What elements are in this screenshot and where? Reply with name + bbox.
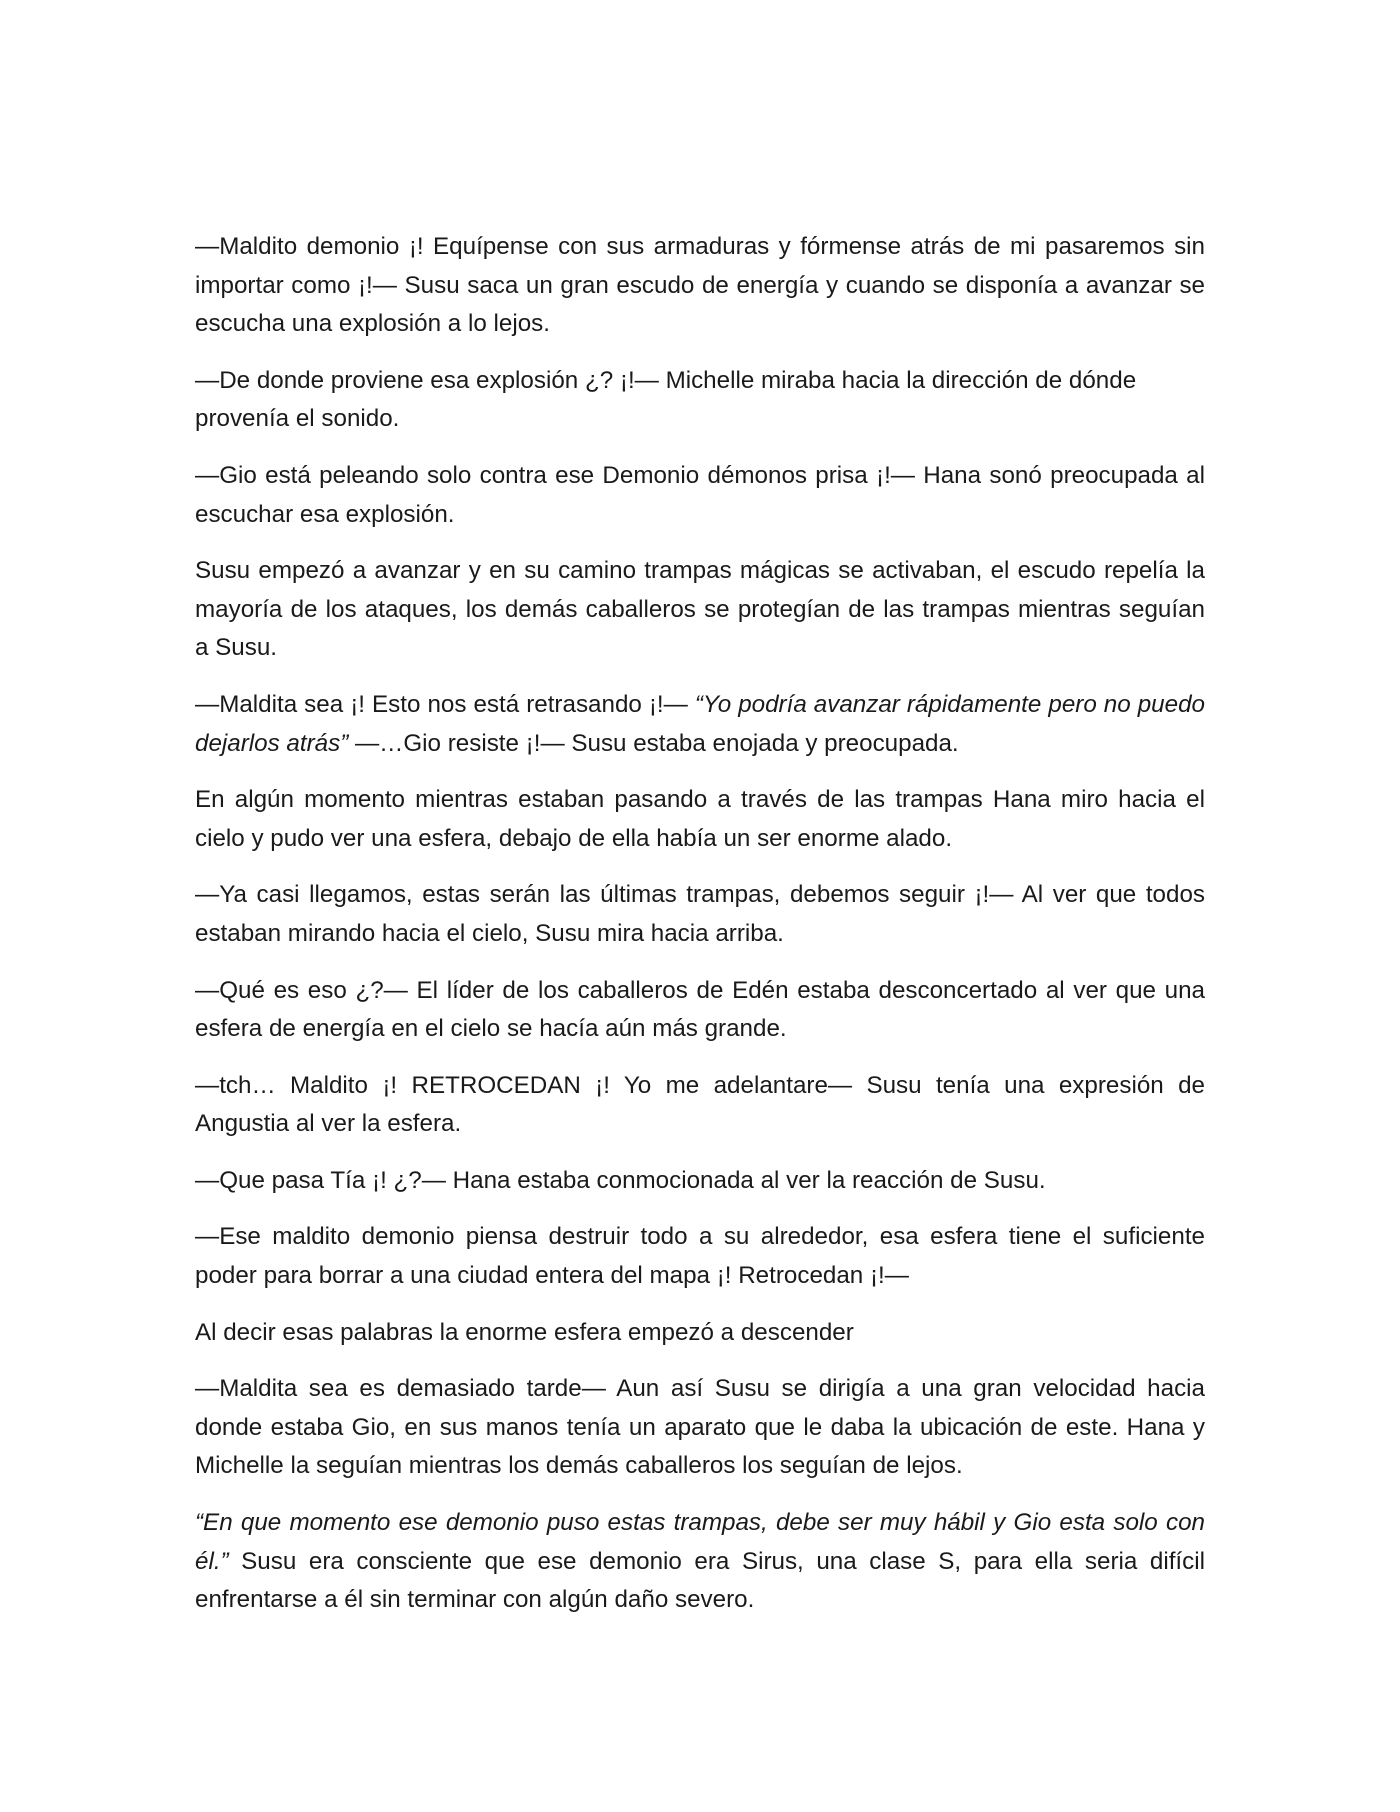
paragraph-5 [195, 686, 1205, 763]
paragraph-text: —Ya casi llegamos, estas serán las últimas trampas, debemos seguir ¡!— Al ver que todos estaban mirando hacia el cielo, Susu mira hacia arriba. [195, 881, 1205, 947]
paragraph-1 [195, 228, 1205, 344]
paragraph-12 [195, 1314, 1205, 1353]
paragraph-14 [195, 1504, 1205, 1620]
paragraph-text: —De donde proviene esa explosión ¿? ¡!— Michelle miraba hacia la dirección de dónde provenía el sonido. [195, 366, 1137, 433]
paragraph-text: —…Gio resiste ¡!— Susu estaba enojada y preocupada. [348, 729, 959, 757]
paragraph-7 [195, 876, 1205, 953]
paragraph-2 [195, 362, 1205, 439]
paragraph-10 [195, 1162, 1205, 1201]
paragraph-8 [195, 972, 1205, 1049]
paragraph-13 [195, 1370, 1205, 1486]
paragraph-text: —Maldito demonio ¡! Equípense con sus armaduras y fórmense atrás de mi pasaremos sin importar como ¡!— Susu saca un gran escudo de energía y cuando se disponía a avanzar se escucha una explosión a lo lejos. [195, 233, 1205, 338]
paragraph-4 [195, 552, 1205, 668]
paragraph-text: Susu era consciente que ese demonio era Sirus, una clase S, para ella seria difícil enfrentarse a él sin terminar con algún daño severo. [195, 1547, 1205, 1614]
paragraph-text: —Ese maldito demonio piensa destruir todo a su alrededor, esa esfera tiene el suficiente poder para borrar a una ciudad entera del mapa ¡! Retrocedan ¡!— [195, 1223, 1205, 1290]
paragraph-6 [195, 781, 1205, 858]
paragraph-9 [195, 1067, 1205, 1144]
italic-thought: “Yo podría avanzar rápidamente pero no puedo dejarlos atrás” [195, 690, 1205, 757]
paragraph-3 [195, 457, 1205, 534]
paragraph-text: —Maldita sea ¡! Esto nos está retrasando ¡!— [195, 690, 695, 718]
paragraph-text: —Qué es eso ¿?— El líder de los caballeros de Edén estaba desconcertado al ver que una esfera de energía en el cielo se hacía aún más grande. [195, 976, 1205, 1043]
paragraph-text: —Gio está peleando solo contra ese Demonio démonos prisa ¡!— Hana sonó preocupada al escuchar esa explosión. [195, 461, 1205, 528]
paragraph-text: —tch… Maldito ¡! RETROCEDAN ¡! Yo me adelantare— Susu tenía una expresión de Angustia al ver la esfera. [195, 1071, 1205, 1138]
paragraph-text: —Maldita sea es demasiado tarde— Aun así Susu se dirigía a una gran velocidad hacia donde estaba Gio, en sus manos tenía un aparato que le daba la ubicación de este. Hana y Michelle la seguían mientras los demás caballeros los seguían de lejos. [195, 1375, 1205, 1480]
paragraph-text: Susu empezó a avanzar y en su camino trampas mágicas se activaban, el escudo repelía la mayoría de los ataques, los demás caballeros se protegían de las trampas mientras seguían a Susu. [195, 557, 1205, 662]
paragraph-11 [195, 1218, 1205, 1295]
document-page [195, 228, 1205, 1638]
italic-thought: “En que momento ese demonio puso estas trampas, debe ser muy hábil y Gio esta solo con él.” [195, 1509, 1205, 1575]
paragraph-text: En algún momento mientras estaban pasando a través de las trampas Hana miro hacia el cielo y pudo ver una esfera, debajo de ella había un ser enorme alado. [195, 786, 1205, 852]
paragraph-text: —Que pasa Tía ¡! ¿?— Hana estaba conmocionada al ver la reacción de Susu. [195, 1166, 1046, 1194]
paragraph-text: Al decir esas palabras la enorme esfera empezó a descender [195, 1318, 854, 1346]
